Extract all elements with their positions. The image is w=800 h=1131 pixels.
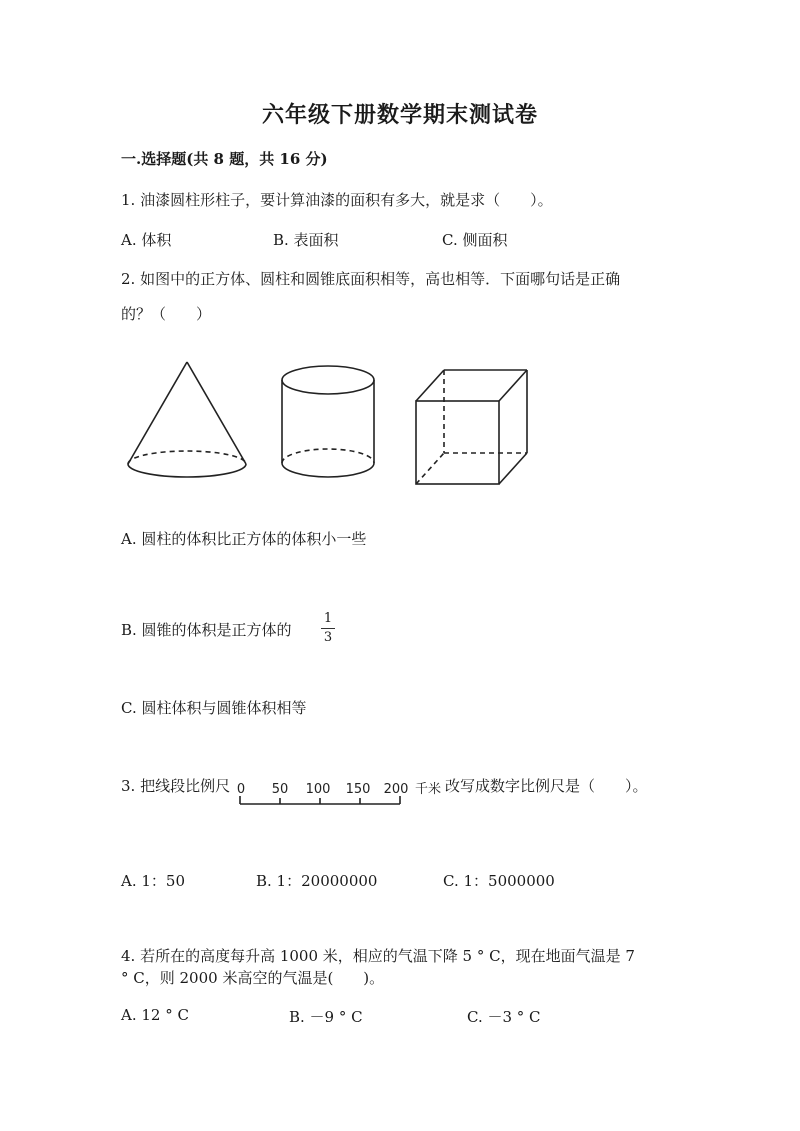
question-2-text-line1: 2. 如图中的正方体、圆柱和圆锥底面积相等，高也相等．下面哪句话是正确	[121, 270, 621, 288]
fraction-denominator: 3	[323, 630, 333, 645]
scale-tick-150: 150	[345, 782, 371, 797]
question-3-text-prefix: 3. 把线段比例尺	[121, 777, 231, 795]
scale-tick-200: 200	[383, 782, 409, 797]
question-4-option-a: A. 12 ° C	[121, 1006, 189, 1024]
question-3-text-suffix: 改写成数字比例尺是（ ）。	[445, 777, 648, 795]
fraction-bar	[321, 628, 335, 629]
question-3-option-b: B. 1：20000000	[256, 872, 378, 890]
question-2-option-c: C. 圆柱体积与圆锥体积相等	[121, 699, 307, 717]
fraction-one-third	[321, 612, 335, 645]
page-title: 六年级下册数学期末测试卷	[261, 102, 538, 128]
section-heading: 一.选择题(共 8 题，共 16 分)	[121, 150, 328, 168]
fraction-numerator: 1	[323, 611, 333, 626]
scale-unit: 千米	[414, 782, 442, 797]
scale-tick-0: 0	[236, 782, 246, 797]
question-1-option-c: C. 侧面积	[442, 231, 508, 249]
scale-bar	[240, 796, 400, 804]
question-1-option-b: B. 表面积	[273, 231, 339, 249]
scale-tick-100: 100	[305, 782, 331, 797]
question-4-option-c: C. －3 ° C	[467, 1008, 541, 1026]
cylinder-icon	[282, 366, 374, 477]
scale-tick-50: 50	[271, 782, 289, 797]
question-2-text-line2: 的？（ ）	[121, 305, 212, 323]
question-3-option-a: A. 1：50	[121, 872, 185, 890]
question-4-option-b: B. －9 ° C	[289, 1008, 363, 1026]
question-2-option-a: A. 圆柱的体积比正方体的体积小一些	[121, 530, 367, 548]
question-1-option-a: A. 体积	[121, 231, 172, 249]
cone-icon	[128, 362, 246, 477]
question-4-text-line1: 4. 若所在的高度每升高 1000 米，相应的气温下降 5 ° C，现在地面气温是 7	[121, 947, 635, 965]
question-2-option-b: B. 圆锥的体积是正方体的	[121, 621, 292, 639]
question-3-option-c: C. 1：5000000	[443, 872, 555, 890]
cube-icon	[416, 370, 527, 484]
question-4-text-line2: ° C，则 2000 米高空的气温是( )。	[121, 969, 385, 987]
question-1-text: 1. 油漆圆柱形柱子，要计算油漆的面积有多大，就是求（ ）。	[121, 191, 553, 209]
